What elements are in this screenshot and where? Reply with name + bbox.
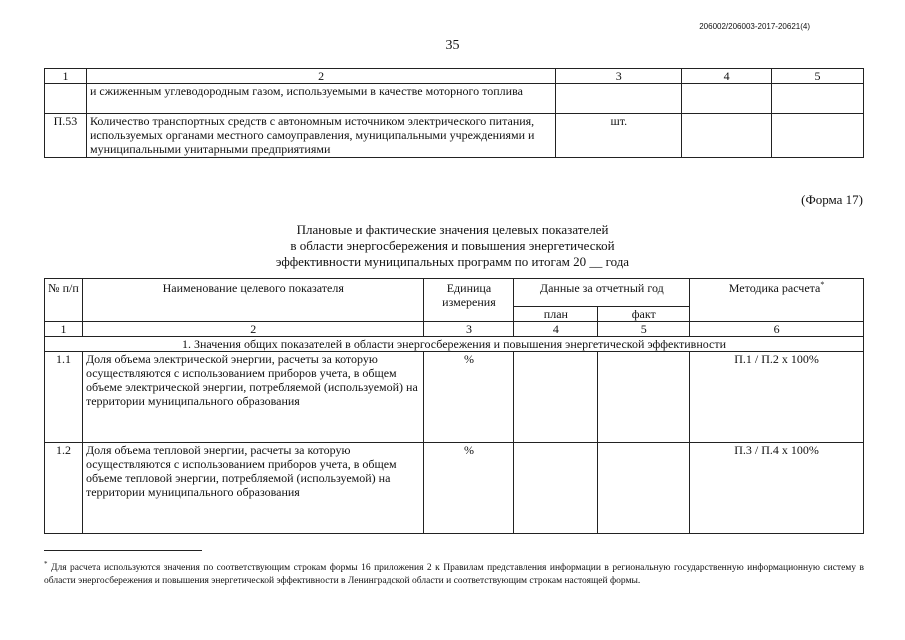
row-unit: шт. xyxy=(556,114,682,158)
title-line: Плановые и фактические значения целевых показателей xyxy=(296,222,609,237)
table-row xyxy=(45,114,864,158)
title-line: в области энергосбережения и повышения энергетической xyxy=(290,238,615,253)
row-number: 1.1 xyxy=(45,352,83,443)
section-row xyxy=(45,337,864,352)
col-unit-header: Единица измерения xyxy=(424,279,514,322)
row-method: П.3 / П.4 x 100% xyxy=(690,443,864,534)
row-plan xyxy=(514,352,598,443)
row-number: 1.2 xyxy=(45,443,83,534)
table-row xyxy=(45,443,864,534)
column-number: 4 xyxy=(514,322,598,337)
footnote-marker: * xyxy=(820,280,825,289)
row-fact xyxy=(598,352,690,443)
table-row xyxy=(45,84,864,114)
row-cell xyxy=(682,114,772,158)
footnote-mark: * xyxy=(44,560,48,568)
header-cell: 5 xyxy=(772,69,864,84)
header-cell: 4 xyxy=(682,69,772,84)
title-line: эффективности муниципальных программ по итогам 20 __ года xyxy=(275,254,630,269)
col-fact-header: факт xyxy=(598,307,690,322)
header-cell: 3 xyxy=(556,69,682,84)
col-method-label: Методика расчета xyxy=(728,281,821,295)
col-data-header: Данные за отчетный год xyxy=(514,279,690,307)
page-number: 35 xyxy=(445,38,460,53)
row-number: П.53 xyxy=(45,114,87,158)
section-title: 1. Значения общих показателей в области энергосбережения и повышения энергетической эффективности xyxy=(45,337,864,352)
row-name: и сжиженным углеводородным газом, используемыми в качестве моторного топлива xyxy=(86,84,555,114)
row-name: Количество транспортных средств с автономным источником электрического питания, используемых органами местного самоуправления, муниципальными учреждениями и муниципальными унитарными предприятиями xyxy=(86,114,555,158)
col-name-header: Наименование целевого показателя xyxy=(82,279,424,322)
row-unit: % xyxy=(424,352,514,443)
form-label: (Форма 17) xyxy=(801,192,863,207)
table-header-row xyxy=(45,69,864,84)
column-number: 5 xyxy=(598,322,690,337)
row-fact xyxy=(598,443,690,534)
footnote xyxy=(44,558,864,588)
row-name: Доля объема тепловой энергии, расчеты за которую осуществляются с использованием приборов учета, в общем объеме тепловой энергии, потребляемой (используемой) на территории муниципального образования xyxy=(82,443,424,534)
header-cell: 1 xyxy=(45,69,87,84)
row-method: П.1 / П.2 x 100% xyxy=(690,352,864,443)
column-number: 6 xyxy=(690,322,864,337)
row-number xyxy=(45,84,87,114)
table-header-row xyxy=(45,279,864,307)
document-id: 206002/206003-2017-20621(4) xyxy=(699,22,810,31)
footnote-divider xyxy=(44,550,202,551)
col-method-header xyxy=(690,279,864,322)
col-number-header: № п/п xyxy=(45,279,83,322)
column-number: 2 xyxy=(82,322,424,337)
row-unit xyxy=(556,84,682,114)
indicators-table xyxy=(44,278,864,534)
column-number: 1 xyxy=(45,322,83,337)
form-title xyxy=(0,222,905,270)
header-cell: 2 xyxy=(86,69,555,84)
row-cell xyxy=(772,84,864,114)
column-number-row xyxy=(45,322,864,337)
row-name: Доля объема электрической энергии, расчеты за которую осуществляются с использованием приборов учета, в общем объеме электрической энергии, потребляемой (используемой) на территории муниципального образования xyxy=(82,352,424,443)
row-unit: % xyxy=(424,443,514,534)
table-row xyxy=(45,352,864,443)
col-plan-header: план xyxy=(514,307,598,322)
continuation-table xyxy=(44,68,864,158)
row-cell xyxy=(772,114,864,158)
column-number: 3 xyxy=(424,322,514,337)
row-plan xyxy=(514,443,598,534)
footnote-text: Для расчета используются значения по соответствующим строкам формы 16 приложения 2 к Правилам представления информации в региональную государственную информационную систему в области энергосбережения и повышения энергетической эффективности в Ленинградской области и соответствующим строкам настоящей формы. xyxy=(44,563,864,587)
row-cell xyxy=(682,84,772,114)
